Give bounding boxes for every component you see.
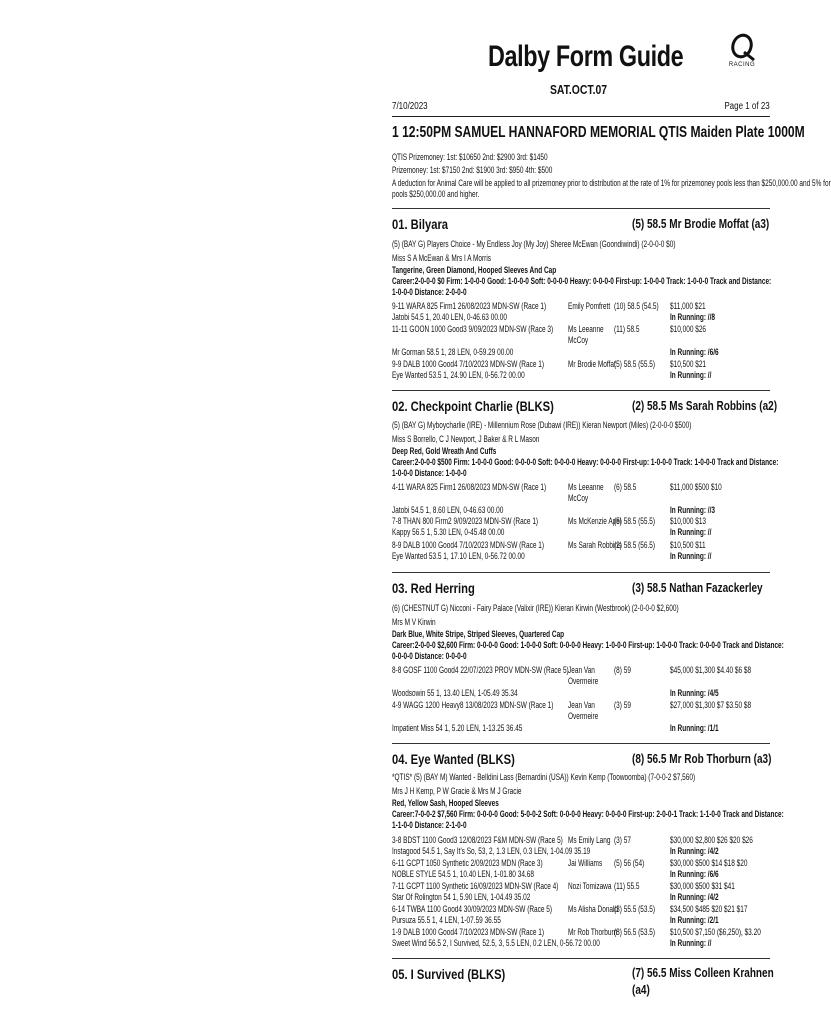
run-result: NOBLE STYLE 54.5 1, 10.40 LEN, 1-01.80 34.68: [392, 869, 534, 879]
horse-jockey-line2: (a4): [632, 983, 650, 997]
form-guide-page: [392, 0, 831, 1024]
horse-owners: Miss S A McEwan & Mrs I A Morris: [392, 253, 492, 263]
run-prize: $30,000 $2,800 $26 $20 $26: [670, 835, 753, 845]
horse-name: 02. Checkpoint Charlie (BLKS): [392, 398, 554, 414]
horse-career: Career:7-0-0-2 $7,560 Firm: 0-0-0-0 Good: 5-0-0-2 Soft: 0-0-0-0 Heavy: 0-0-0-0 First-up: 2-0-0-1 Track: 1-1-0-0 Track and Distance:: [392, 809, 784, 819]
run-result: Woodsowin 55 1, 13.40 LEN, 1-05.49 35.34: [392, 688, 518, 698]
run-result: Kappy 56.5 1, 5.30 LEN, 0-45.48 00.00: [392, 527, 505, 537]
run-prize: $11,000 $21: [670, 301, 706, 311]
run-result: Instagood 54.5 1, Say It's So, 53, 2, 1.3 LEN, 0.3 LEN, 1-04.09 35.19: [392, 846, 591, 856]
horse-name: 04. Eye Wanted (BLKS): [392, 751, 515, 767]
horse-divider: [392, 572, 770, 573]
run-jockey: Ms McKenzie Apel: [568, 516, 622, 526]
run-in-running: In Running: /4/2: [670, 892, 719, 902]
horse-divider: [392, 743, 770, 744]
run-line: 7-11 GCPT 1100 Synthetic 16/09/2023 MDN-SW (Race 4): [392, 881, 559, 891]
run-jockey: Jai Williams: [568, 858, 603, 868]
run-jockey: Mr Rob Thorburn: [568, 927, 618, 937]
horse-jockey: (2) 58.5 Ms Sarah Robbins (a2): [632, 399, 778, 413]
run-jockey-line2: Overmeire: [568, 676, 599, 686]
run-result: Eye Wanted 53.5 1, 17.10 LEN, 0-56.72 00.00: [392, 551, 525, 561]
run-line: 3-8 BDST 1100 Good3 12/08/2023 F&M MDN-SW (Race 5): [392, 835, 563, 845]
horse-career: Career:2-0-0-0 $0 Firm: 1-0-0-0 Good: 1-0-0-0 Soft: 0-0-0-0 Heavy: 0-0-0-0 First-up: 1-0-0-0 Track: 1-0-0-0 Track and Distance:: [392, 276, 772, 286]
run-prize: $10,500 $7,150 ($6,250), $3.20: [670, 927, 761, 937]
run-in-running: In Running: //3: [670, 505, 715, 515]
run-line: 8-9 DALB 1000 Good4 7/10/2023 MDN-SW (Race 1): [392, 540, 544, 550]
race-date: 7/10/2023: [392, 101, 428, 112]
horse-colours: Red, Yellow Sash, Hooped Sleeves: [392, 798, 499, 808]
horse-distance: 0-0-0-0 Distance: 0-0-0-0: [392, 651, 467, 661]
run-result: Impatient Miss 54 1, 5.20 LEN, 1-13.25 36.45: [392, 723, 523, 733]
run-prize: $27,000 $1,300 $7 $3.50 $8: [670, 700, 752, 710]
run-jockey: Nozi Tomizawa: [568, 881, 612, 891]
run-in-running: In Running: /6/6: [670, 869, 719, 879]
horse-jockey: (8) 56.5 Mr Rob Thorburn (a3): [632, 752, 772, 766]
run-jockey: Emily Pomfrett: [568, 301, 611, 311]
run-in-running: In Running: /2/1: [670, 915, 719, 925]
run-prize: $34,500 $485 $20 $21 $17: [670, 904, 748, 914]
run-prize: $10,000 $26: [670, 324, 707, 334]
horse-name: 01. Bilyara: [392, 216, 449, 232]
page-number: Page 1 of 23: [724, 101, 770, 112]
run-weight: (3) 59: [614, 700, 631, 710]
run-line: 7-8 THAN 800 Firm2 9/09/2023 MDN-SW (Race 1): [392, 516, 539, 526]
run-line: 1-9 DALB 1000 Good4 7/10/2023 MDN-SW (Race 1): [392, 927, 544, 937]
run-jockey: Jean Van: [568, 700, 595, 710]
horse-distance: 1-0-0-0 Distance: 2-0-0-0: [392, 287, 467, 297]
run-line: 9-11 WARA 825 Firm1 26/08/2023 MDN-SW (Race 1): [392, 301, 547, 311]
run-weight: (3) 55.5 (53.5): [614, 904, 656, 914]
horse-colours: Deep Red, Gold Wreath And Cuffs: [392, 446, 497, 456]
run-line: 11-11 GOON 1000 Good3 9/09/2023 MDN-SW (Race 3): [392, 324, 554, 334]
run-prize: $10,500 $21: [670, 359, 707, 369]
horse-breeding: *QTIS* (5) (BAY M) Wanted - Belldini Lass (Bernardini (USA)) Kevin Kemp (Toowoomba) (7-0-0-2 $7,560): [392, 772, 696, 782]
run-weight: (11) 58.5: [614, 324, 640, 334]
run-jockey: Ms Sarah Robbins: [568, 540, 622, 550]
run-in-running: In Running: /1/1: [670, 723, 719, 733]
run-prize: $11,000 $500 $10: [670, 482, 722, 492]
header-divider: [392, 116, 770, 117]
race-title: 1 12:50PM SAMUEL HANNAFORD MEMORIAL QTIS Maiden Plate 1000M: [392, 124, 805, 141]
run-result: Sweet Wind 56.5 2, I Survived, 52.5, 3, 5.5 LEN, 0.2 LEN, 0-56.72 00.00: [392, 938, 600, 948]
date-heading: SAT.OCT.07: [550, 82, 608, 97]
horse-distance: 1-1-0-0 Distance: 2-1-0-0: [392, 820, 467, 830]
run-in-running: In Running: //: [670, 527, 712, 537]
run-in-running: In Running: /4/5: [670, 688, 719, 698]
horse-divider: [392, 390, 770, 391]
run-weight: (11) 55.5: [614, 881, 640, 891]
racing-logo: [722, 32, 762, 78]
horse-breeding: (6) (CHESTNUT G) Nicconi - Fairy Palace (Valixir (IRE)) Kieran Kirwin (Westbrook) (2-0-0-0 $2,600): [392, 603, 679, 613]
run-in-running: In Running: //8: [670, 312, 715, 322]
run-in-running: In Running: //: [670, 938, 712, 948]
run-prize: $10,500 $11: [670, 540, 706, 550]
run-result: Jatobi 54.5 1, 20.40 LEN, 0-46.63 00.00: [392, 312, 507, 322]
run-line: 4-11 WARA 825 Firm1 26/08/2023 MDN-SW (Race 1): [392, 482, 547, 492]
run-jockey-line2: Overmeire: [568, 711, 599, 721]
horse-divider: [392, 208, 770, 209]
run-weight: (8) 56.5 (53.5): [614, 927, 656, 937]
run-prize: $45,000 $1,300 $4.40 $6 $8: [670, 665, 752, 675]
run-result: Pursuza 55.5 1, 4 LEN, 1-07.59 36.55: [392, 915, 501, 925]
horse-breeding: (5) (BAY G) Players Choice - My Endless Joy (My Joy) Sheree McEwan (Goondiwindi) (2-0-0-0 $0): [392, 239, 676, 249]
run-weight: (5) 56 (54): [614, 858, 645, 868]
run-line: 6-14 TWBA 1100 Good4 30/09/2023 MDN-SW (Race 5): [392, 904, 553, 914]
run-line: 6-11 GCPT 1050 Synthetic 2/09/2023 MDN (Race 3): [392, 858, 543, 868]
horse-divider: [392, 958, 770, 959]
horse-distance: 1-0-0-0 Distance: 1-0-0-0: [392, 468, 467, 478]
horse-jockey: (3) 58.5 Nathan Fazackerley: [632, 581, 763, 595]
deduction-note-1: A deduction for Animal Care will be applied to all prizemoney prior to distribution at the rate of 1% for prizemoney pools less than $250,000.00 and 5% for: [392, 178, 831, 188]
horse-jockey: (7) 56.5 Miss Colleen Krahnen: [632, 966, 774, 980]
horse-name: 03. Red Herring: [392, 580, 475, 596]
run-result: Jatobi 54.5 1, 8.60 LEN, 0-46.63 00.00: [392, 505, 504, 515]
run-prize: $10,000 $13: [670, 516, 707, 526]
run-weight: (6) 58.5: [614, 482, 637, 492]
run-prize: $30,000 $500 $14 $18 $20: [670, 858, 748, 868]
page-title: Dalby Form Guide: [488, 40, 684, 73]
horse-jockey: (5) 58.5 Mr Brodie Moffat (a3): [632, 217, 770, 231]
horse-colours: Dark Blue, White Stripe, Striped Sleeves, Quartered Cap: [392, 629, 565, 639]
run-prize: $30,000 $500 $31 $41: [670, 881, 735, 891]
horse-career: Career:2-0-0-0 $500 Firm: 1-0-0-0 Good: 0-0-0-0 Soft: 0-0-0-0 Heavy: 0-0-0-0 First-up: 1-0-0-0 Track: 1-0-0-0 Track and Distance:: [392, 457, 779, 467]
horse-name: 05. I Survived (BLKS): [392, 966, 506, 982]
run-jockey-line2: McCoy: [568, 493, 589, 503]
run-jockey-line2: McCoy: [568, 335, 589, 345]
run-result: Eye Wanted 53.5 1, 24.90 LEN, 0-56.72 00.00: [392, 370, 525, 380]
horse-owners: Miss S Borrello, C J Newport, J Baker & R L Mason: [392, 434, 540, 444]
run-jockey: Ms Emily Lang: [568, 835, 611, 845]
run-result: Mr Gorman 58.5 1, 28 LEN, 0-59.29 00.00: [392, 347, 514, 357]
run-in-running: In Running: /6/6: [670, 347, 719, 357]
run-weight: (10) 58.5 (54.5): [614, 301, 659, 311]
horse-breeding: (5) (BAY G) Myboycharlie (IRE) - Millennium Rose (Dubawi (IRE)) Kieran Newport (Miles) (2-0-0-0 $500): [392, 420, 692, 430]
run-jockey: Jean Van: [568, 665, 595, 675]
run-in-running: In Running: /4/2: [670, 846, 719, 856]
horse-career: Career:2-0-0-0 $2,600 Firm: 0-0-0-0 Good: 1-0-0-0 Soft: 0-0-0-0 Heavy: 1-0-0-0 First-up: 1-0-0-0 Track: 0-0-0-0 Track and Distance:: [392, 640, 784, 650]
run-jockey: Ms Leeanne: [568, 482, 604, 492]
run-line: 9-9 DALB 1000 Good4 7/10/2023 MDN-SW (Race 1): [392, 359, 544, 369]
run-jockey: Ms Leeanne: [568, 324, 604, 334]
horse-owners: Mrs J H Kemp, P W Gracie & Mrs M J Gracie: [392, 786, 522, 796]
run-weight: (5) 58.5 (55.5): [614, 359, 656, 369]
logo-text: RACING: [728, 62, 756, 68]
horse-colours: Tangerine, Green Diamond, Hooped Sleeves And Cap: [392, 265, 557, 275]
run-in-running: In Running: //: [670, 551, 712, 561]
run-line: 4-9 WAGG 1200 Heavy8 13/08/2023 MDN-SW (Race 1): [392, 700, 554, 710]
racing-q-icon: [722, 32, 762, 62]
run-weight: (3) 57: [614, 835, 631, 845]
run-weight: (2) 58.5 (56.5): [614, 540, 656, 550]
horse-owners: Mrs M V Kirwin: [392, 617, 436, 627]
prizemoney: Prizemoney: 1st: $7150 2nd: $1900 3rd: $950 4th: $500: [392, 165, 553, 175]
run-in-running: In Running: //: [670, 370, 712, 380]
run-jockey: Ms Alisha Donald: [568, 904, 619, 914]
run-weight: (8) 59: [614, 665, 631, 675]
run-result: Star Of Rolington 54 1, 5.90 LEN, 1-04.49 35.02: [392, 892, 531, 902]
run-jockey: Mr Brodie Moffat: [568, 359, 616, 369]
run-line: 8-8 GOSF 1100 Good4 22/07/2023 PROV MDN-SW (Race 5): [392, 665, 569, 675]
run-weight: (5) 58.5 (55.5): [614, 516, 656, 526]
deduction-note-2: pools $250,000.00 and higher.: [392, 189, 480, 199]
qtis-prizemoney: QTIS Prizemoney: 1st: $10650 2nd: $2900 3rd: $1450: [392, 152, 548, 162]
